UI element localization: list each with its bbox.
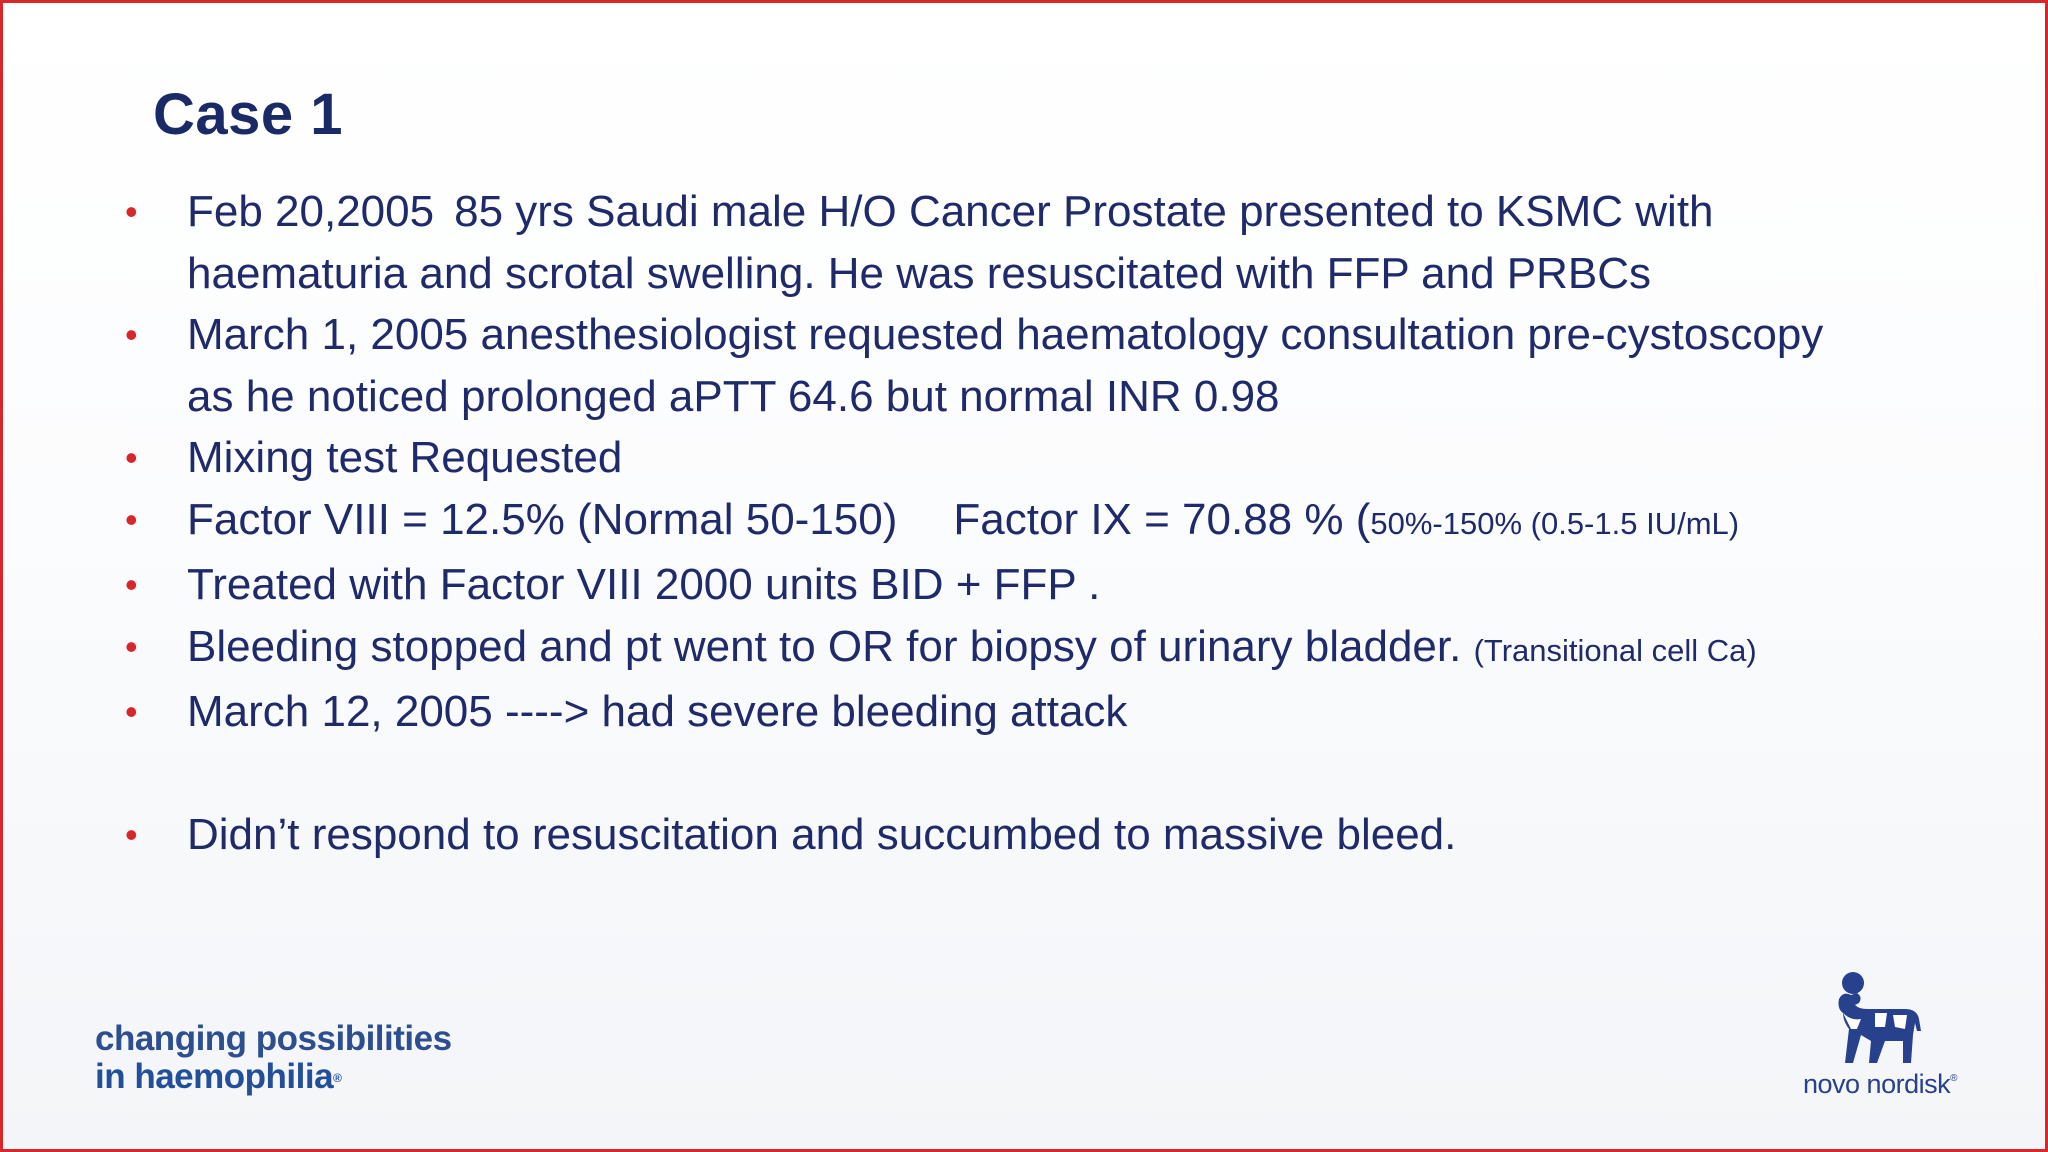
bullet-dot-icon: • — [125, 191, 138, 232]
bullet-item — [121, 489, 2021, 555]
bullet-line: March 1, 2005 anesthesiologist requested haematology consultation pre-cystoscopy — [187, 310, 1824, 359]
factor-ix-text: Factor IX = 70.88 % ( — [953, 494, 1371, 544]
bullet-item — [121, 427, 2021, 489]
bullet-dot-icon: • — [125, 814, 138, 855]
apis-bull-icon — [1813, 969, 1943, 1069]
bullet-dot-icon: • — [125, 437, 138, 478]
bullet-note: (Transitional cell Ca) — [1473, 632, 1757, 668]
bullet-line: Mixing test Requested — [187, 433, 623, 482]
slide-title: Case 1 — [153, 82, 344, 147]
bullet-item — [121, 681, 2021, 743]
bullet-line: Didn’t respond to resuscitation and succumbed to massive bleed. — [187, 810, 1457, 859]
bullet-dot-icon: • — [125, 498, 138, 540]
bullet-dot-icon: • — [125, 564, 138, 605]
bullet-text: 85 yrs Saudi male H/O Cancer Prostate presented to KSMC with — [454, 187, 1714, 236]
factor-viii-text: Factor VIII = 12.5% (Normal 50-150) — [187, 494, 898, 544]
bullet-line — [187, 616, 2021, 682]
bullet-item — [121, 804, 2021, 866]
bullet-dot-icon: • — [125, 625, 138, 667]
registered-mark: ® — [1950, 1073, 1957, 1084]
bullet-dot-icon: • — [125, 691, 138, 732]
tagline-line-1: changing possibilities — [95, 1019, 452, 1058]
bullet-item — [121, 554, 2021, 616]
bullet-line: March 12, 2005 ----> had severe bleeding attack — [187, 687, 1128, 736]
bullet-item — [121, 616, 2021, 682]
bullet-line: as he noticed prolonged aPTT 64.6 but normal INR 0.98 — [187, 371, 1280, 421]
bullet-text: Bleeding stopped and pt went to OR for biopsy of urinary bladder. — [187, 621, 1462, 671]
brand-name-text: novo nordisk — [1803, 1069, 1951, 1099]
bullet-list — [121, 181, 2021, 866]
bullet-item — [121, 304, 2021, 427]
haemophilia-tagline-logo — [95, 1020, 452, 1097]
novo-nordisk-logo — [1795, 969, 1975, 1099]
tagline-line-2 — [95, 1058, 452, 1097]
bullet-line: haematuria and scrotal swelling. He was resuscitated with FFP and PRBCs — [187, 248, 1652, 298]
brand-name — [1803, 1069, 1957, 1100]
factor-ix-normal-range: 50%-150% (0.5-1.5 IU/mL) — [1370, 505, 1740, 541]
bullet-line — [187, 489, 2021, 555]
bullet-date: Feb 20,2005 — [187, 187, 435, 236]
bullet-line — [187, 181, 2021, 243]
tagline-line-2-text: in haemophilia — [95, 1057, 334, 1096]
bullet-line: Treated with Factor VIII 2000 units BID + FFP . — [187, 560, 1101, 609]
bullet-item — [121, 181, 2021, 304]
registered-mark: ® — [333, 1071, 342, 1085]
bullet-dot-icon: • — [125, 314, 138, 355]
